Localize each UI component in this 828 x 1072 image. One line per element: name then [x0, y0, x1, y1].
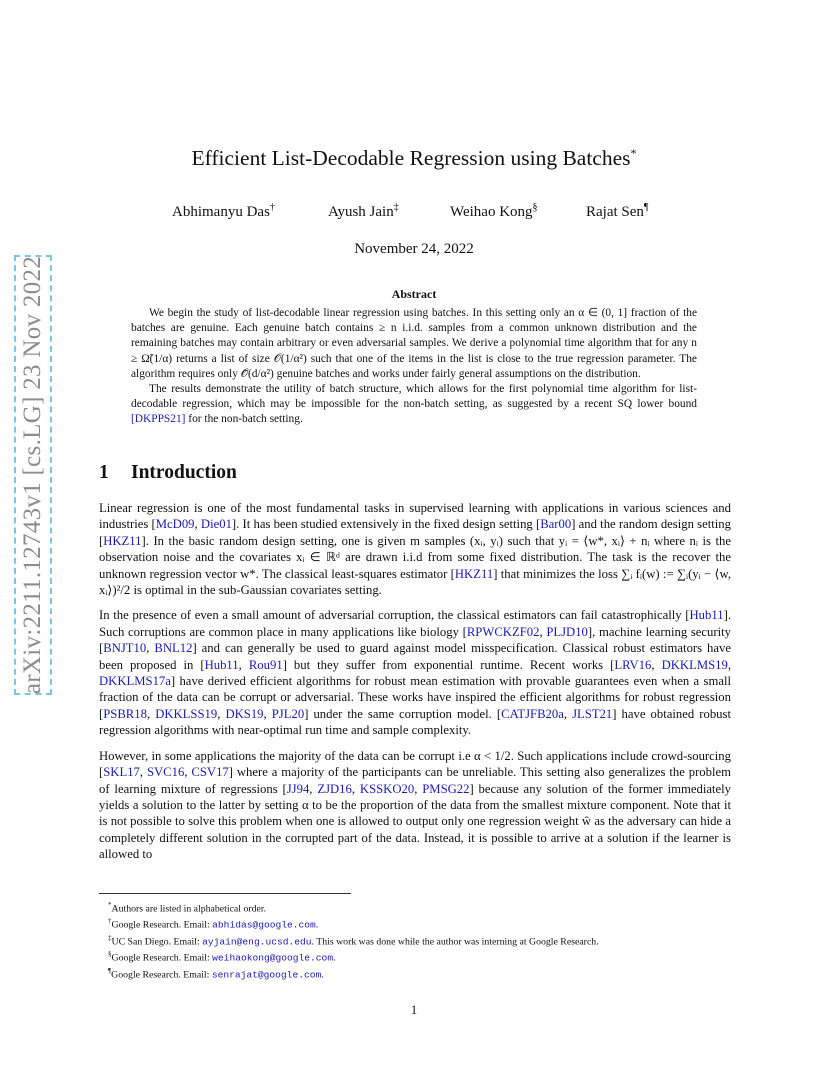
footnote-mark: §: [108, 950, 112, 959]
body-text: ,: [184, 765, 192, 780]
citation-link[interactable]: [DKPPS21]: [131, 413, 186, 426]
citation-link[interactable]: DKKLMS19: [661, 657, 728, 672]
body-text: ]. In the basic random design setting, one is given m samples (xᵢ, yᵢ) such that yᵢ = ⟨w*, xᵢ⟩ + nᵢ where nᵢ is the observation noise and the covariates xᵢ ∈ ℝᵈ are drawn i.i.d from some fixed distribution. The task is the recover the unknown regression vector w*. The classical least-squares estimator [: [99, 533, 731, 581]
footnote-mark: †: [108, 917, 112, 926]
citation-link[interactable]: LRV16: [614, 657, 652, 672]
body-text: ,: [238, 657, 249, 672]
body-text: ] have derived efficient algorithms for robust mean estimation with provable guarantees even when a small fraction of the data can be corrupt or adversarial. These works have inspired the efficient algorithms for robust regression [: [99, 674, 731, 721]
email-link[interactable]: weihaokong@google.com: [212, 952, 334, 964]
body-text: ] under the same corruption model. [: [304, 706, 502, 721]
body-text: ] where a majority of the participants can be unreliable. This setting also generalizes the problem of learning mixture of regressions [: [99, 765, 732, 796]
citation-link[interactable]: McD09: [155, 517, 195, 532]
author-das: [172, 202, 275, 221]
body-paragraph-3: [99, 748, 731, 863]
citation-link[interactable]: PSBR18: [103, 706, 147, 721]
body-text: ] and the random design setting [: [99, 517, 731, 548]
author-mark: §: [532, 202, 538, 213]
body-text: ,: [651, 657, 662, 672]
citation-link[interactable]: RPWCKZF02: [466, 624, 540, 639]
author-sen: [586, 202, 648, 221]
citation-link[interactable]: KSSKO20: [359, 781, 415, 796]
footnote-text: Google Research. Email:: [111, 919, 213, 931]
citation-link[interactable]: BNL12: [154, 641, 193, 656]
footnote-text: Google Research. Email:: [111, 969, 212, 981]
footnote-text: Google Research. Email:: [111, 952, 213, 964]
body-text: ,: [563, 706, 573, 721]
footnote-kong: [108, 948, 599, 964]
citation-link[interactable]: Hub11: [204, 657, 239, 672]
citation-link[interactable]: Rou91: [248, 657, 283, 672]
citation-link[interactable]: HKZ11: [103, 533, 142, 548]
title-footnote-mark: *: [630, 146, 637, 160]
citation-link[interactable]: CATJFB20a: [501, 706, 564, 721]
citation-link[interactable]: PJL20: [271, 706, 305, 721]
citation-link[interactable]: Die01: [200, 517, 232, 532]
arxiv-identifier: arXiv:2211.12743v1 [cs.LG] 23 Nov 2022: [19, 255, 46, 695]
body-text: ,: [351, 781, 360, 796]
citation-link[interactable]: BNJT10: [103, 641, 147, 656]
citation-link[interactable]: ZJD16: [317, 781, 352, 796]
footnote-text: . This work was done while the author was interning at Google Research.: [311, 936, 599, 948]
footnote-das: [108, 915, 599, 931]
citation-link[interactable]: DKKLMS17a: [99, 674, 171, 689]
body-text: ,: [139, 765, 147, 780]
citation-link[interactable]: SVC16: [146, 765, 185, 780]
paper-date: November 24, 2022: [354, 241, 474, 257]
citation-link[interactable]: CSV17: [191, 765, 229, 780]
paper-title: [0, 146, 828, 171]
body-text: ,: [194, 517, 201, 532]
body-text: ,: [539, 624, 547, 639]
body-text: ,: [309, 781, 318, 796]
email-link[interactable]: abhidas@google.com: [212, 919, 316, 931]
citation-link[interactable]: SKL17: [103, 765, 140, 780]
body-text: ,: [146, 706, 156, 721]
body-text: ], machine learning security [: [99, 624, 732, 656]
body-text: ] have obtained robust regression algorithms with near-optimal run time and sample complexity.: [99, 706, 731, 738]
footnote-alphabetical: [108, 899, 599, 915]
main-text: [99, 500, 731, 872]
author-mark: ‡: [393, 202, 399, 213]
author-kong: [450, 202, 538, 221]
body-text: In the presence of even a small amount of adversarial corruption, the classical estimators can fail catastrophically [: [99, 608, 690, 623]
footnote-rule: [99, 893, 351, 894]
author-jain: [328, 202, 399, 221]
citation-link[interactable]: JJ94: [286, 781, 310, 796]
citation-link[interactable]: DKS19: [225, 706, 264, 721]
abstract-body: [131, 306, 697, 428]
footnote-text: .: [321, 969, 324, 981]
citation-link[interactable]: DKKLSS19: [155, 706, 218, 721]
abstract-heading: Abstract: [391, 287, 437, 301]
body-text: ,: [727, 657, 732, 672]
body-text: ] and can generally be used to guard against model misspecification. Classical robust estimators have been proposed in [: [99, 641, 732, 672]
body-text: ] but they suffer from exponential runtime. Recent works [: [282, 657, 615, 672]
section-number: 1: [99, 462, 109, 483]
body-text: ] because any solution of the former immediately yields a solution to the latter by setting α to be the proportion of the data from the smallest mixture component. Note that it is not possible to solve this problem when one is allowed to output only one regression weight ŵ as the adversary can hide a completely different solution in the corrupted part of the data. Instead, it is possible to arrive at a solution if the learner is allowed to: [99, 781, 732, 862]
body-text: ]. It has been studied extensively in the fixed design setting [: [231, 517, 541, 532]
section-heading: [99, 462, 237, 484]
footnote-jain: [108, 932, 599, 948]
author-name: Rajat Sen: [586, 204, 644, 220]
author-name: Weihao Kong: [450, 204, 533, 220]
section-title: Introduction: [131, 462, 237, 483]
footnote-text: .: [333, 952, 336, 964]
footnote-text: .: [315, 919, 319, 931]
title-text: Efficient List-Decodable Regression using Batches: [191, 146, 631, 171]
footnote-sen: [108, 965, 599, 981]
body-text: ]. Such corruptions are common place in many applications like biology [: [99, 608, 731, 639]
author-mark: †: [269, 202, 275, 213]
citation-link[interactable]: JLST21: [572, 706, 613, 721]
abstract-text: for the non-batch setting.: [185, 413, 303, 426]
citation-link[interactable]: Hub11: [689, 608, 724, 623]
footnote-mark: ¶: [108, 966, 112, 975]
footnote-text: Authors are listed in alphabetical order.: [111, 903, 267, 915]
citation-link[interactable]: Bar00: [540, 517, 572, 532]
email-link[interactable]: ayjain@eng.ucsd.edu: [202, 936, 312, 948]
author-mark: ¶: [643, 202, 649, 213]
footnote-mark: ‡: [108, 933, 112, 942]
body-text: ,: [146, 641, 155, 656]
body-text: ] that minimizes the loss ∑ᵢ fᵢ(w) := ∑ᵢ(yᵢ − ⟨w, xᵢ⟩)²/2 is optimal in the sub-Gaussian covariates setting.: [99, 566, 731, 598]
author-name: Abhimanyu Das: [172, 204, 270, 220]
body-paragraph-1: [99, 500, 731, 598]
footnote-mark: *: [108, 901, 112, 909]
abstract-paragraph-1: We begin the study of list-decodable linear regression using batches. In this setting only an α ∈ (0, 1] fraction of the batches are genuine. Each genuine batch contains ≥ n i.i.d. samples from a common unknown distribution and the remaining batches may contain arbitrary or even adversarial samples. We derive a polynomial time algorithm that for any n ≥ Ω̃(1/α) returns a list of size 𝒪(1/α²) such that one of the items in the list is close to the true regression parameter. The algorithm requires only 𝒪̃(d/α²) genuine batches and works under fairly general assumptions on the distribution.: [131, 307, 697, 380]
footnotes: [108, 899, 599, 981]
footnote-text: UC San Diego. Email:: [111, 936, 203, 948]
abstract-paragraph-2: [131, 382, 697, 428]
body-text: ,: [263, 706, 272, 721]
body-paragraph-2: [99, 607, 731, 738]
author-name: Ayush Jain: [328, 204, 394, 220]
citation-link[interactable]: PLJD10: [546, 624, 588, 639]
body-text: Linear regression is one of the most fundamental tasks in supervised learning with applications in various sciences and industries [: [99, 501, 731, 532]
citation-link[interactable]: HKZ11: [454, 566, 494, 581]
abstract-text: The results demonstrate the utility of batch structure, which allows for the first polynomial time algorithm for list-decodable regression, which may be impossible for the non-batch setting, as suggested by a recent SQ lower bound: [131, 383, 697, 411]
body-text: However, in some applications the majority of the data can be corrupt i.e α < 1/2. Such applications include crowd-sourcing [: [99, 748, 731, 780]
email-link[interactable]: senrajat@google.com: [211, 969, 322, 981]
page-number: 1: [410, 1003, 418, 1017]
citation-link[interactable]: PMSG22: [422, 781, 470, 796]
body-text: ,: [217, 706, 226, 721]
body-text: ,: [414, 781, 423, 796]
